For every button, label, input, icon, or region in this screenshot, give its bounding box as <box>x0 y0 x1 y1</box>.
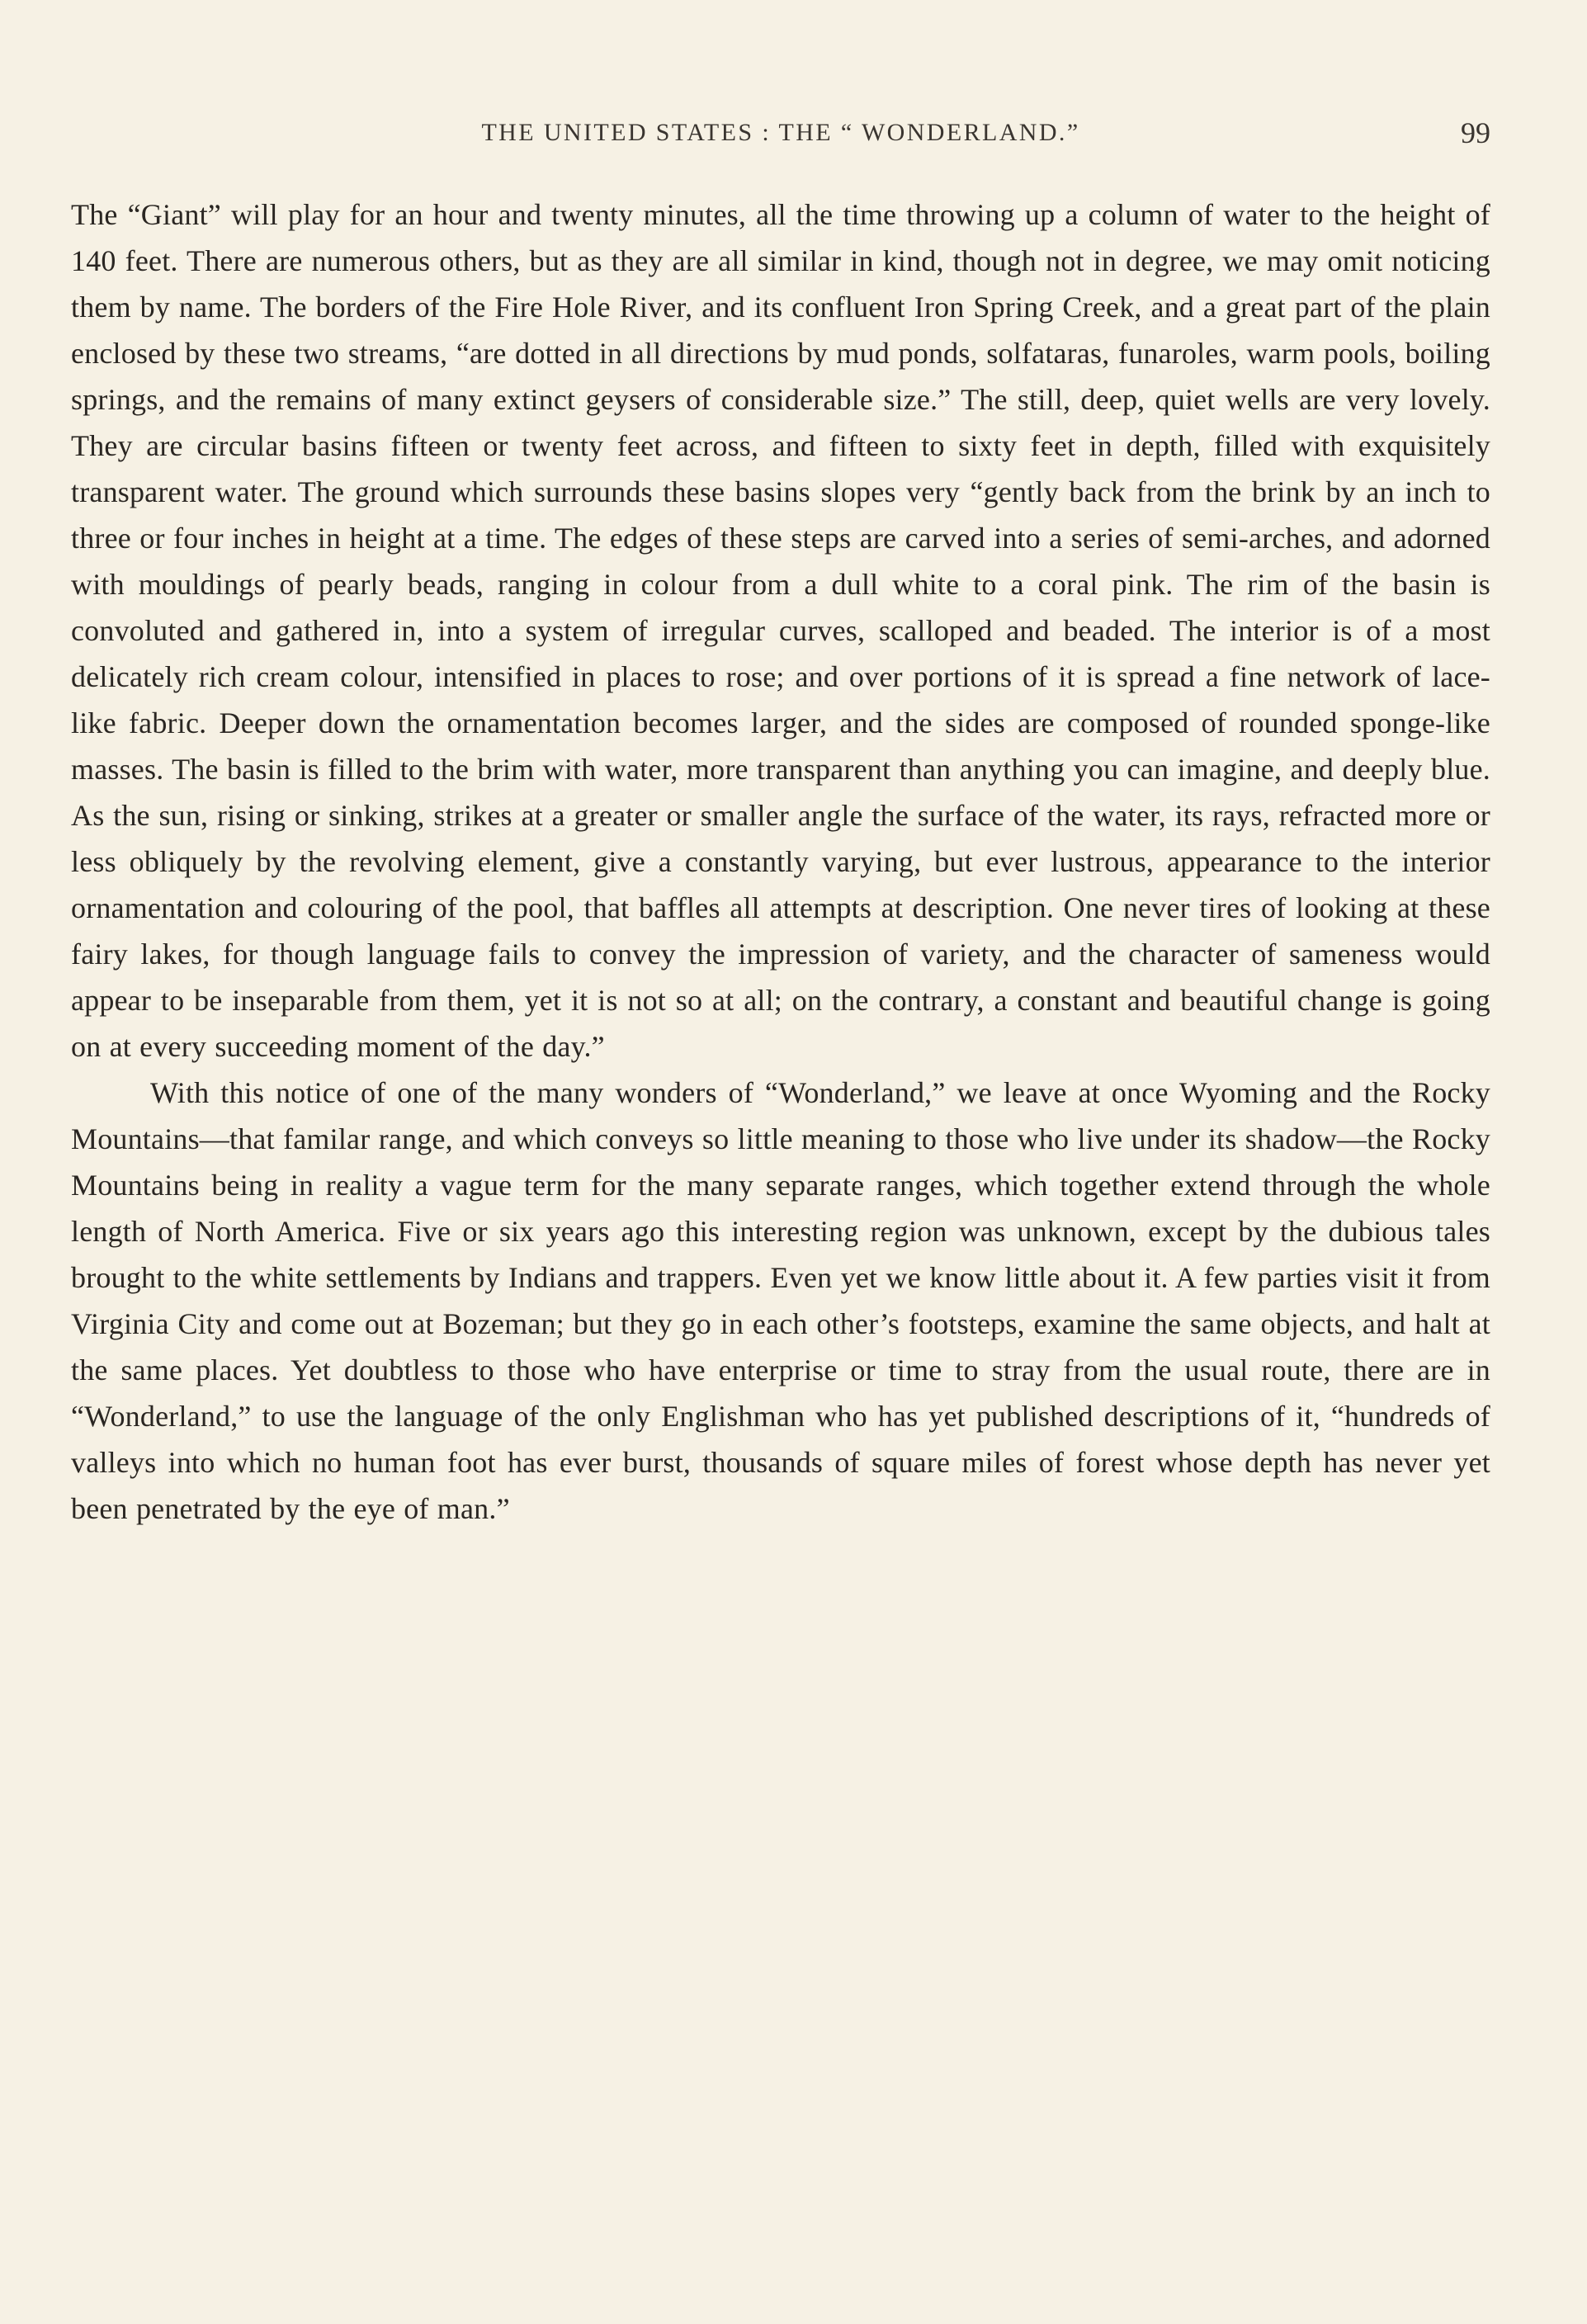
body-text <box>71 191 1490 1532</box>
running-title: THE UNITED STATES : THE “ WONDERLAND.” <box>481 119 1080 146</box>
paragraph-continuation: The “Giant” will play for an hour and twenty minutes, all the time throwing up a column of water to the height of 140 feet. There are numerous others, but as they are all similar in kind, though not in degree, we may omit noticing them by name. The borders of the Fire Hole River, and its confluent Iron Spring Creek, and a great part of the plain enclosed by these two streams, “are dotted in all directions by mud ponds, solfataras, funaroles, warm pools, boiling springs, and the remains of many extinct geysers of considerable size.” The still, deep, quiet wells are very lovely. They are circular basins fifteen or twenty feet across, and fifteen to sixty feet in depth, filled with exquisitely transparent water. The ground which surrounds these basins slopes very “gently back from the brink by an inch to three or four inches in height at a time. The edges of these steps are carved into a series of semi-arches, and adorned with mouldings of pearly beads, ranging in colour from a dull white to a coral pink. The rim of the basin is convoluted and gathered in, into a system of irregular curves, scalloped and beaded. The interior is of a most delicately rich cream colour, intensified in places to rose; and over portions of it is spread a fine network of lace-like fabric. Deeper down the ornamentation becomes larger, and the sides are composed of rounded sponge-like masses. The basin is filled to the brim with water, more transparent than anything you can imagine, and deeply blue. As the sun, rising or sinking, strikes at a greater or smaller angle the surface of the water, its rays, refracted more or less obliquely by the revolving element, give a constantly varying, but ever lustrous, appearance to the interior ornamentation and colouring of the pool, that baffles all attempts at description. One never tires of looking at these fairy lakes, for though language fails to convey the impression of variety, and the character of sameness would appear to be inseparable from them, yet it is not so at all; on the contrary, a constant and beautiful change is going on at every succeeding moment of the day.” <box>71 198 1490 1063</box>
page-number: 99 <box>1461 116 1490 149</box>
running-head <box>71 114 1490 152</box>
paragraph-wonderland: With this notice of one of the many wonders of “Wonderland,” we leave at once Wyoming and the Rocky Mountains—that familar range, and which conveys so little meaning to those who live under its shadow—the Rocky Mountains being in reality a vague term for the many separate ranges, which together extend through the whole length of North America. Five or six years ago this interesting region was unknown, except by the dubious tales brought to the white settlements by Indians and trappers. Even yet we know little about it. A few parties visit it from Virginia City and come out at Bozeman; but they go in each other’s footsteps, examine the same objects, and halt at the same places. Yet doubtless to those who have enterprise or time to stray from the usual route, there are in “Wonderland,” to use the language of the only Englishman who has yet published descriptions of it, “hundreds of valleys into which no human foot has ever burst, thousands of square miles of forest whose depth has never yet been penetrated by the eye of man.” <box>71 1076 1490 1525</box>
